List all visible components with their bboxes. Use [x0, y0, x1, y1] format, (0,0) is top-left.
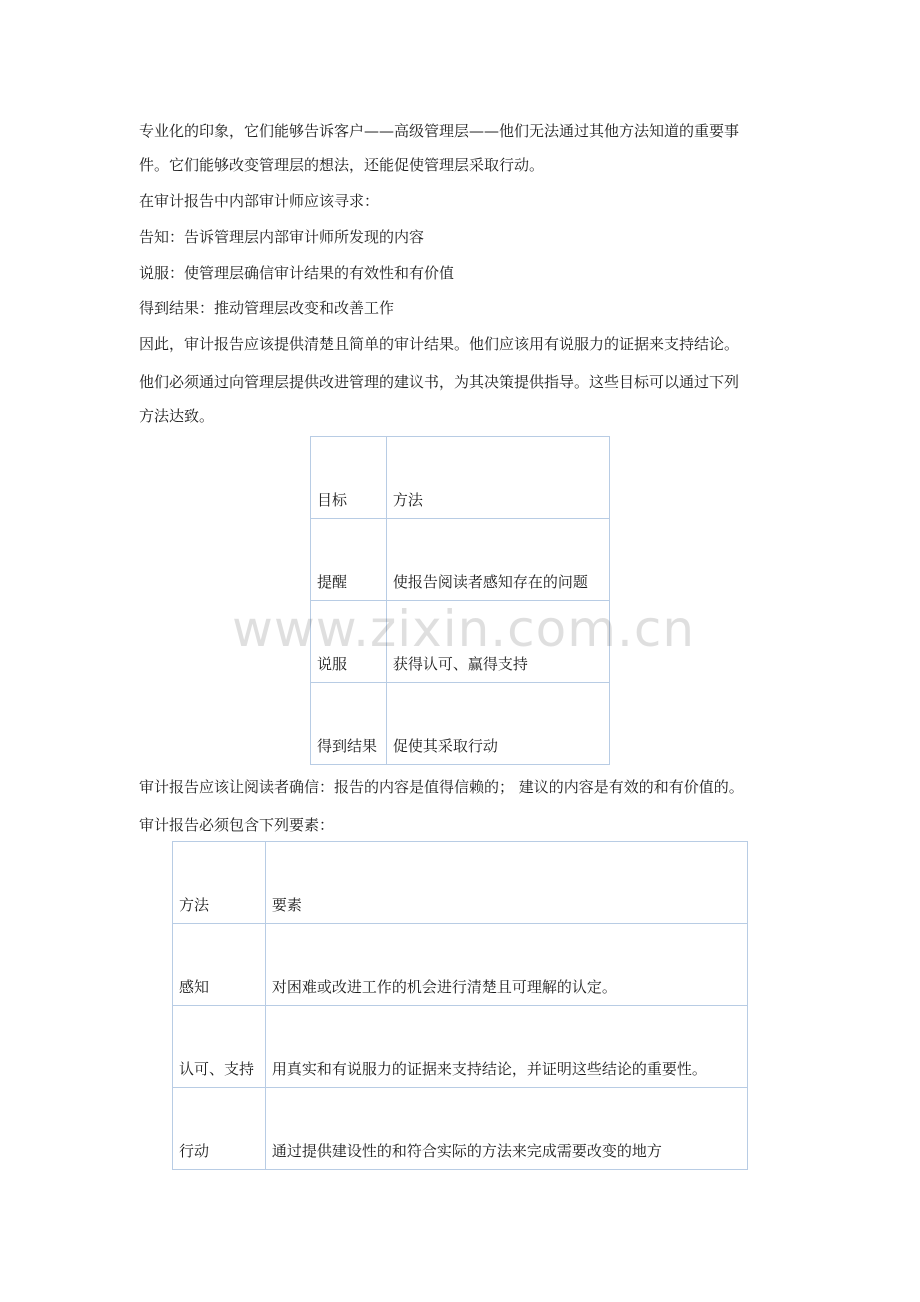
table-cell: 提醒	[311, 519, 387, 601]
paragraph-intro-line-2: 件。它们能够改变管理层的想法，还能促使管理层采取行动。	[139, 156, 545, 174]
table-row	[311, 601, 610, 683]
table-cell: 对困难或改进工作的机会进行清楚且可理解的认定。	[265, 924, 747, 1006]
paragraph-intro-line-1: 专业化的印象，它们能够告诉客户——高级管理层——他们无法通过其他方法知道的重要事	[139, 122, 740, 140]
table-row	[173, 842, 748, 924]
paragraph-elements: 审计报告必须包含下列要素：	[139, 816, 335, 834]
table-cell: 要素	[265, 842, 747, 924]
goals-methods-table	[310, 436, 610, 765]
table-cell: 用真实和有说服力的证据来支持结论，并证明这些结论的重要性。	[265, 1006, 747, 1088]
table-row	[173, 1088, 748, 1170]
paragraph-therefore-line-2: 他们必须通过向管理层提供改进管理的建议书，为其决策提供指导。这些目标可以通过下列	[139, 373, 740, 391]
paragraph-inform: 告知：告诉管理层内部审计师所发现的内容	[139, 228, 425, 246]
watermark: www.zixin.com.cn	[232, 600, 696, 658]
table-cell: 得到结果	[311, 683, 387, 765]
table-cell: 方法	[386, 437, 609, 519]
paragraph-convince: 审计报告应该让阅读者确信：报告的内容是值得信赖的； 建议的内容是有效的和有价值的。	[139, 778, 744, 796]
table-row	[173, 924, 748, 1006]
paragraph-result: 得到结果：推动管理层改变和改善工作	[139, 299, 395, 317]
table-cell: 行动	[173, 1088, 266, 1170]
table-row	[311, 437, 610, 519]
methods-elements-table	[172, 841, 748, 1170]
table-cell: 方法	[173, 842, 266, 924]
table-cell: 通过提供建设性的和符合实际的方法来完成需要改变的地方	[265, 1088, 747, 1170]
paragraph-seek: 在审计报告中内部审计师应该寻求：	[139, 192, 380, 210]
paragraph-therefore-line-3: 方法达致。	[139, 407, 215, 425]
table-row	[311, 519, 610, 601]
table-cell: 说服	[311, 601, 387, 683]
paragraph-persuade: 说服：使管理层确信审计结果的有效性和有价值	[139, 264, 455, 282]
table-cell: 获得认可、赢得支持	[386, 601, 609, 683]
table-cell: 使报告阅读者感知存在的问题	[386, 519, 609, 601]
table-row	[311, 683, 610, 765]
table-cell: 目标	[311, 437, 387, 519]
table-row	[173, 1006, 748, 1088]
table-cell: 促使其采取行动	[386, 683, 609, 765]
table-cell: 认可、支持	[173, 1006, 266, 1088]
table-cell: 感知	[173, 924, 266, 1006]
paragraph-therefore-line-1: 因此，审计报告应该提供清楚且简单的审计结果。他们应该用有说服力的证据来支持结论。	[139, 335, 740, 353]
